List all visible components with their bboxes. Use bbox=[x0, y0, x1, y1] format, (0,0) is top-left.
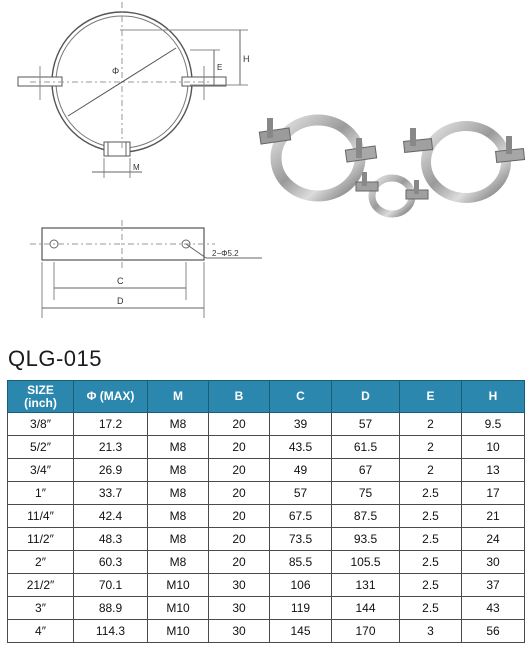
table-row bbox=[8, 482, 525, 505]
table-cell: 85.5 bbox=[270, 551, 332, 574]
table-cell: M8 bbox=[148, 436, 209, 459]
table-cell: 70.1 bbox=[74, 574, 148, 597]
table-cell: 30 bbox=[209, 597, 270, 620]
table-cell: 24 bbox=[462, 528, 525, 551]
table-cell: 2″ bbox=[8, 551, 74, 574]
table-cell: 57 bbox=[332, 413, 400, 436]
clamp-front-view bbox=[18, 2, 248, 178]
table-cell: M8 bbox=[148, 505, 209, 528]
table-cell: 3/8″ bbox=[8, 413, 74, 436]
table-cell: 20 bbox=[209, 505, 270, 528]
table-cell: 3″ bbox=[8, 597, 74, 620]
specification-table bbox=[7, 380, 525, 643]
table-cell: 87.5 bbox=[332, 505, 400, 528]
table-row bbox=[8, 551, 525, 574]
table-cell: 20 bbox=[209, 482, 270, 505]
table-cell: 11/4″ bbox=[8, 505, 74, 528]
d-dimension-label: D bbox=[117, 296, 124, 306]
table-cell: 2.5 bbox=[400, 505, 462, 528]
header-h: H bbox=[462, 381, 525, 413]
table-cell: 3/4″ bbox=[8, 459, 74, 482]
header-phi-max: Φ (MAX) bbox=[74, 381, 148, 413]
table-cell: 20 bbox=[209, 551, 270, 574]
table-cell: 30 bbox=[209, 574, 270, 597]
table-cell: 61.5 bbox=[332, 436, 400, 459]
table-row bbox=[8, 459, 525, 482]
table-cell: 48.3 bbox=[74, 528, 148, 551]
table-cell: 1″ bbox=[8, 482, 74, 505]
table-cell: M10 bbox=[148, 620, 209, 643]
table-cell: 75 bbox=[332, 482, 400, 505]
e-dimension-label: E bbox=[217, 63, 223, 72]
holes-label: 2−Φ5.2 bbox=[212, 249, 239, 258]
table-cell: 145 bbox=[270, 620, 332, 643]
table-cell: 21/2″ bbox=[8, 574, 74, 597]
table-cell: 17 bbox=[462, 482, 525, 505]
table-cell: M8 bbox=[148, 482, 209, 505]
table-cell: M8 bbox=[148, 551, 209, 574]
table-cell: M8 bbox=[148, 413, 209, 436]
table-row bbox=[8, 597, 525, 620]
table-cell: 131 bbox=[332, 574, 400, 597]
table-cell: 105.5 bbox=[332, 551, 400, 574]
table-cell: 2 bbox=[400, 459, 462, 482]
table-cell: 42.4 bbox=[74, 505, 148, 528]
table-cell: 2.5 bbox=[400, 482, 462, 505]
table-row bbox=[8, 413, 525, 436]
table-cell: 67 bbox=[332, 459, 400, 482]
header-b: B bbox=[209, 381, 270, 413]
table-cell: 2 bbox=[400, 413, 462, 436]
table-cell: M10 bbox=[148, 597, 209, 620]
table-cell: 4″ bbox=[8, 620, 74, 643]
table-cell: 33.7 bbox=[74, 482, 148, 505]
table-cell: 3 bbox=[400, 620, 462, 643]
table-cell: 119 bbox=[270, 597, 332, 620]
table-cell: 56 bbox=[462, 620, 525, 643]
table-cell: 144 bbox=[332, 597, 400, 620]
table-cell: M8 bbox=[148, 528, 209, 551]
header-d: D bbox=[332, 381, 400, 413]
table-cell: 39 bbox=[270, 413, 332, 436]
table-cell: 20 bbox=[209, 528, 270, 551]
table-cell: 43.5 bbox=[270, 436, 332, 459]
table-body bbox=[8, 413, 525, 643]
table-cell: 170 bbox=[332, 620, 400, 643]
table-cell: 30 bbox=[462, 551, 525, 574]
table-cell: 49 bbox=[270, 459, 332, 482]
table-cell: 73.5 bbox=[270, 528, 332, 551]
table-cell: 26.9 bbox=[74, 459, 148, 482]
table-cell: 5/2″ bbox=[8, 436, 74, 459]
table-cell: 9.5 bbox=[462, 413, 525, 436]
table-cell: 2.5 bbox=[400, 597, 462, 620]
table-cell: 13 bbox=[462, 459, 525, 482]
clamp-photo bbox=[259, 118, 524, 214]
m-dimension-label: M bbox=[133, 163, 140, 172]
table-cell: 2 bbox=[400, 436, 462, 459]
table-cell: 37 bbox=[462, 574, 525, 597]
h-dimension-label: H bbox=[243, 54, 250, 64]
header-e: E bbox=[400, 381, 462, 413]
table-cell: 67.5 bbox=[270, 505, 332, 528]
table-cell: 20 bbox=[209, 413, 270, 436]
clamp-strip-view bbox=[30, 220, 262, 318]
header-m: M bbox=[148, 381, 209, 413]
table-cell: 114.3 bbox=[74, 620, 148, 643]
table-cell: 21 bbox=[462, 505, 525, 528]
table-cell: 10 bbox=[462, 436, 525, 459]
table-cell: M8 bbox=[148, 459, 209, 482]
table-cell: 57 bbox=[270, 482, 332, 505]
table-row bbox=[8, 528, 525, 551]
table-header-row bbox=[8, 381, 525, 413]
table-cell: M10 bbox=[148, 574, 209, 597]
table-cell: 2.5 bbox=[400, 528, 462, 551]
header-c: C bbox=[270, 381, 332, 413]
table-cell: 11/2″ bbox=[8, 528, 74, 551]
table-cell: 93.5 bbox=[332, 528, 400, 551]
table-cell: 17.2 bbox=[74, 413, 148, 436]
table-cell: 60.3 bbox=[74, 551, 148, 574]
table-row bbox=[8, 436, 525, 459]
product-code-title: QLG-015 bbox=[8, 346, 102, 371]
table-cell: 20 bbox=[209, 459, 270, 482]
table-cell: 43 bbox=[462, 597, 525, 620]
table-row bbox=[8, 505, 525, 528]
table-row bbox=[8, 574, 525, 597]
table-cell: 30 bbox=[209, 620, 270, 643]
table-cell: 2.5 bbox=[400, 551, 462, 574]
table-row bbox=[8, 620, 525, 643]
phi-label: Φ bbox=[112, 66, 120, 76]
table-cell: 20 bbox=[209, 436, 270, 459]
table-cell: 88.9 bbox=[74, 597, 148, 620]
table-cell: 106 bbox=[270, 574, 332, 597]
table-cell: 21.3 bbox=[74, 436, 148, 459]
header-size: SIZE (inch) bbox=[8, 381, 74, 413]
c-dimension-label: C bbox=[117, 276, 124, 286]
table-cell: 2.5 bbox=[400, 574, 462, 597]
